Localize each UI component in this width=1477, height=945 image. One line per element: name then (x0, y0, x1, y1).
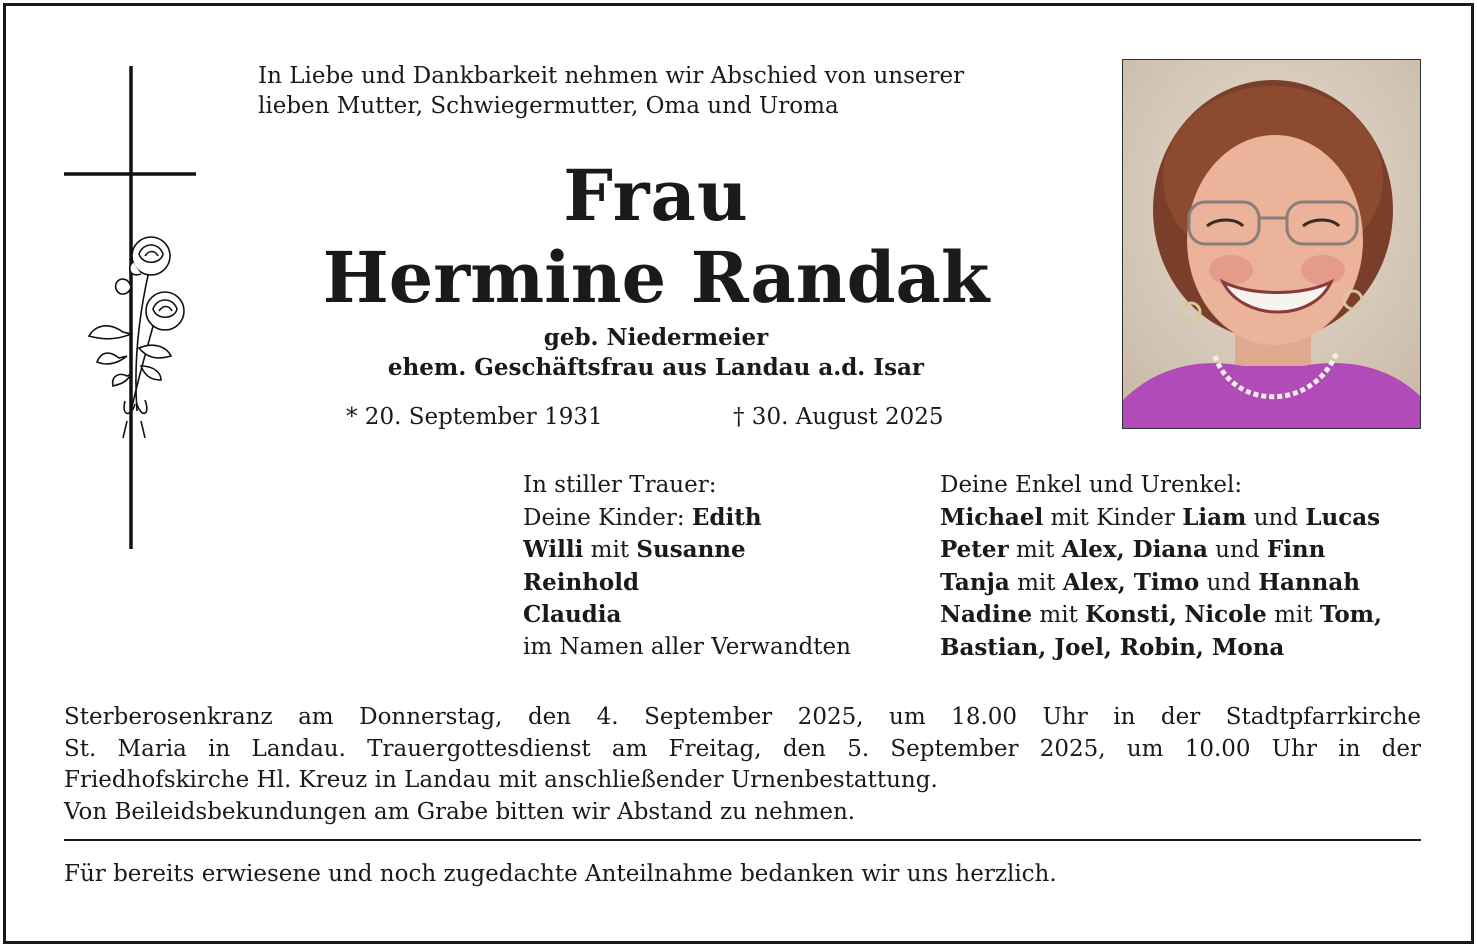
great-grandchild-name: Alex, Timo (1062, 568, 1200, 596)
grandchildren-line (940, 567, 1382, 600)
great-grandchild-name: Hannah (1258, 568, 1360, 596)
children-line (523, 534, 851, 567)
connector: mit (1009, 569, 1063, 596)
connector: und (1199, 569, 1259, 596)
occupation: ehem. Geschäftsfrau aus Landau a.d. Isar (387, 354, 925, 381)
grandchild-name: Tanja (940, 568, 1010, 596)
great-grandchild-name: Konsti, (1085, 601, 1178, 628)
grandchildren-line (940, 534, 1382, 567)
thanks-text: Für bereits erwiesene und noch zugedachte Anteilnahme bedanken wir uns herzlich. (64, 861, 1057, 887)
great-grandchild-name: Alex, Diana (1061, 536, 1208, 563)
grandchild-name: Michael (940, 503, 1044, 531)
grandchild-name: Nadine (940, 601, 1033, 628)
child-name: Claudia (523, 601, 622, 628)
notice-line-3: Friedhofskirche Hl. Kreuz in Landau mit anschließender Urnenbestattung. (64, 767, 938, 793)
connector: mit (583, 537, 637, 563)
mourners-grandchildren (940, 470, 1382, 664)
portrait-photo (1122, 59, 1421, 429)
grandchild-name: Peter (940, 536, 1009, 563)
mourners-children (523, 470, 851, 663)
notice-line-1: Sterberosenkranz am Donnerstag, den 4. September 2025, um 18.00 Uhr in der Stadtpfarrkirche (64, 704, 1421, 730)
grandchild-name: Bastian, Joel, Robin, Mona (940, 633, 1285, 661)
child-name: Edith (691, 503, 762, 531)
children-prefix: Deine Kinder: (523, 504, 692, 531)
connector: mit (1032, 602, 1086, 628)
grandchildren-line (940, 632, 1382, 665)
notice-line-2: St. Maria in Landau. Trauergottesdienst am Freitag, den 5. September 2025, um 10.00 Uhr in der (64, 735, 1421, 762)
partner-name: Susanne (636, 536, 746, 563)
child-name: Willi (523, 536, 584, 563)
salutation: Frau (563, 154, 749, 237)
maiden-name: geb. Niedermeier (543, 324, 769, 351)
child-name: Reinhold (523, 568, 640, 596)
intro-line-2: lieben Mutter, Schwiegermutter, Oma und Uroma (258, 93, 839, 119)
obituary-notice (3, 3, 1474, 944)
connector: mit (1266, 602, 1320, 628)
intro-line-1: In Liebe und Dankbarkeit nehmen wir Abschied von unserer (258, 63, 965, 89)
children-line (523, 502, 851, 535)
portrait-image (1123, 60, 1420, 428)
connector: und (1207, 537, 1267, 563)
great-grandchild-name: Lucas (1305, 503, 1381, 531)
grandchildren-line (940, 502, 1382, 535)
great-grandchild-name: Finn (1266, 536, 1326, 563)
grandchildren-heading: Deine Enkel und Urenkel: (940, 472, 1243, 498)
mourners-heading: In stiller Trauer: (523, 472, 717, 498)
connector: mit (1008, 537, 1062, 563)
deceased-heading (301, 154, 1011, 383)
service-notice (64, 702, 1421, 828)
great-grandchild-name: Liam (1182, 503, 1247, 531)
deceased-name: Hermine Randak (322, 236, 990, 319)
relatives-line: im Namen aller Verwandten (523, 633, 851, 660)
grandchildren-line (940, 599, 1382, 632)
cross-with-roses-icon (61, 66, 201, 556)
children-line (523, 567, 851, 600)
children-line (523, 599, 851, 632)
death-date: † 30. August 2025 (733, 404, 944, 430)
connector: und (1246, 504, 1306, 531)
connector: mit Kinder (1043, 504, 1183, 531)
intro-text (258, 61, 1078, 121)
grandchild-name: Nicole (1184, 601, 1267, 628)
birth-date: * 20. September 1931 (346, 404, 603, 430)
divider (64, 839, 1421, 841)
notice-line-4: Von Beileidsbekundungen am Grabe bitten wir Abstand zu nehmen. (64, 798, 856, 825)
great-grandchild-name: Tom, (1319, 601, 1383, 628)
